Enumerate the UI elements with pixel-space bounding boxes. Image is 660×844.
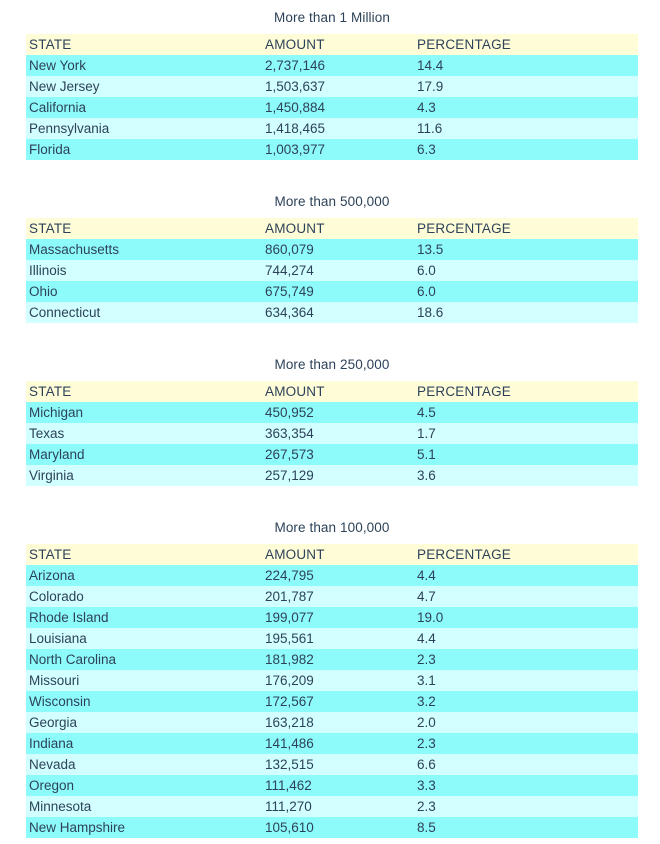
column-header-amount: AMOUNT xyxy=(262,544,414,565)
table-row xyxy=(26,423,638,444)
column-header-state: STATE xyxy=(26,34,262,55)
cell-state: Nevada xyxy=(26,754,262,775)
table-row xyxy=(26,607,638,628)
column-header-state: STATE xyxy=(26,544,262,565)
table-row xyxy=(26,444,638,465)
table-row xyxy=(26,586,638,607)
cell-state: Georgia xyxy=(26,712,262,733)
section-title: More than 250,000 xyxy=(274,357,390,372)
cell-percentage: 3.6 xyxy=(414,465,638,486)
cell-amount: 163,218 xyxy=(262,712,414,733)
section-spacer xyxy=(0,160,660,184)
cell-state: Colorado xyxy=(26,586,262,607)
table-header-row xyxy=(26,544,638,565)
cell-state: Michigan xyxy=(26,402,262,423)
cell-amount: 450,952 xyxy=(262,402,414,423)
cell-state: California xyxy=(26,97,262,118)
table-wrapper xyxy=(0,544,660,838)
table-row xyxy=(26,402,638,423)
cell-state: Texas xyxy=(26,423,262,444)
table-row xyxy=(26,817,638,838)
cell-amount: 176,209 xyxy=(262,670,414,691)
table-wrapper xyxy=(0,218,660,323)
table-row xyxy=(26,118,638,139)
cell-amount: 634,364 xyxy=(262,302,414,323)
cell-state: Maryland xyxy=(26,444,262,465)
cell-percentage: 6.0 xyxy=(414,260,638,281)
cell-percentage: 3.3 xyxy=(414,775,638,796)
section-title: More than 100,000 xyxy=(274,520,390,535)
column-header-amount: AMOUNT xyxy=(262,34,414,55)
cell-percentage: 8.5 xyxy=(414,817,638,838)
cell-amount: 1,003,977 xyxy=(262,139,414,160)
cell-state: Ohio xyxy=(26,281,262,302)
cell-state: New Jersey xyxy=(26,76,262,97)
column-header-percentage: PERCENTAGE xyxy=(414,218,638,239)
cell-percentage: 6.0 xyxy=(414,281,638,302)
cell-amount: 267,573 xyxy=(262,444,414,465)
cell-amount: 201,787 xyxy=(262,586,414,607)
cell-state: Minnesota xyxy=(26,796,262,817)
cell-percentage: 2.3 xyxy=(414,733,638,754)
cell-percentage: 4.5 xyxy=(414,402,638,423)
table-section xyxy=(0,0,660,184)
table-header-row xyxy=(26,381,638,402)
cell-amount: 2,737,146 xyxy=(262,55,414,76)
cell-percentage: 18.6 xyxy=(414,302,638,323)
cell-state: Rhode Island xyxy=(26,607,262,628)
cell-percentage: 4.7 xyxy=(414,586,638,607)
column-header-percentage: PERCENTAGE xyxy=(414,381,638,402)
cell-percentage: 14.4 xyxy=(414,55,638,76)
cell-percentage: 5.1 xyxy=(414,444,638,465)
table-row xyxy=(26,139,638,160)
data-table xyxy=(26,544,638,838)
cell-state: Illinois xyxy=(26,260,262,281)
cell-amount: 141,486 xyxy=(262,733,414,754)
section-spacer xyxy=(0,486,660,510)
cell-state: Massachusetts xyxy=(26,239,262,260)
column-header-percentage: PERCENTAGE xyxy=(414,544,638,565)
cell-amount: 1,418,465 xyxy=(262,118,414,139)
table-row xyxy=(26,302,638,323)
cell-amount: 860,079 xyxy=(262,239,414,260)
table-row xyxy=(26,260,638,281)
cell-amount: 111,270 xyxy=(262,796,414,817)
table-section xyxy=(0,184,660,347)
cell-amount: 105,610 xyxy=(262,817,414,838)
table-row xyxy=(26,754,638,775)
cell-percentage: 4.4 xyxy=(414,565,638,586)
table-wrapper xyxy=(0,381,660,486)
cell-amount: 111,462 xyxy=(262,775,414,796)
cell-state: Indiana xyxy=(26,733,262,754)
table-row xyxy=(26,76,638,97)
cell-state: Virginia xyxy=(26,465,262,486)
table-row xyxy=(26,796,638,817)
cell-amount: 199,077 xyxy=(262,607,414,628)
table-row xyxy=(26,691,638,712)
cell-amount: 675,749 xyxy=(262,281,414,302)
table-header-row xyxy=(26,218,638,239)
cell-amount: 172,567 xyxy=(262,691,414,712)
cell-percentage: 19.0 xyxy=(414,607,638,628)
section-title: More than 1 Million xyxy=(274,10,390,25)
data-table xyxy=(26,218,638,323)
cell-percentage: 2.3 xyxy=(414,796,638,817)
table-row xyxy=(26,465,638,486)
cell-state: Missouri xyxy=(26,670,262,691)
table-row xyxy=(26,628,638,649)
cell-percentage: 3.2 xyxy=(414,691,638,712)
cell-state: Arizona xyxy=(26,565,262,586)
cell-percentage: 6.3 xyxy=(414,139,638,160)
cell-amount: 363,354 xyxy=(262,423,414,444)
cell-amount: 257,129 xyxy=(262,465,414,486)
section-spacer xyxy=(0,323,660,347)
column-header-percentage: PERCENTAGE xyxy=(414,34,638,55)
cell-amount: 132,515 xyxy=(262,754,414,775)
cell-amount: 744,274 xyxy=(262,260,414,281)
column-header-state: STATE xyxy=(26,381,262,402)
table-section xyxy=(0,510,660,844)
cell-state: Oregon xyxy=(26,775,262,796)
cell-state: New Hampshire xyxy=(26,817,262,838)
data-table xyxy=(26,34,638,160)
cell-state: Wisconsin xyxy=(26,691,262,712)
data-table xyxy=(26,381,638,486)
table-row xyxy=(26,649,638,670)
column-header-state: STATE xyxy=(26,218,262,239)
cell-state: Connecticut xyxy=(26,302,262,323)
cell-percentage: 3.1 xyxy=(414,670,638,691)
section-title: More than 500,000 xyxy=(274,194,390,209)
table-row xyxy=(26,239,638,260)
table-row xyxy=(26,281,638,302)
table-section xyxy=(0,347,660,510)
cell-state: Pennsylvania xyxy=(26,118,262,139)
cell-percentage: 2.0 xyxy=(414,712,638,733)
cell-amount: 195,561 xyxy=(262,628,414,649)
table-row xyxy=(26,55,638,76)
table-row xyxy=(26,712,638,733)
column-header-amount: AMOUNT xyxy=(262,218,414,239)
cell-state: New York xyxy=(26,55,262,76)
table-wrapper xyxy=(0,34,660,160)
cell-amount: 1,503,637 xyxy=(262,76,414,97)
column-header-amount: AMOUNT xyxy=(262,381,414,402)
table-row xyxy=(26,565,638,586)
cell-percentage: 11.6 xyxy=(414,118,638,139)
table-header-row xyxy=(26,34,638,55)
table-row xyxy=(26,670,638,691)
cell-percentage: 1.7 xyxy=(414,423,638,444)
cell-percentage: 4.4 xyxy=(414,628,638,649)
table-row xyxy=(26,97,638,118)
cell-percentage: 13.5 xyxy=(414,239,638,260)
cell-state: Florida xyxy=(26,139,262,160)
cell-percentage: 6.6 xyxy=(414,754,638,775)
cell-percentage: 2.3 xyxy=(414,649,638,670)
table-row xyxy=(26,775,638,796)
table-row xyxy=(26,733,638,754)
cell-state: Louisiana xyxy=(26,628,262,649)
cell-amount: 181,982 xyxy=(262,649,414,670)
cell-percentage: 17.9 xyxy=(414,76,638,97)
cell-state: North Carolina xyxy=(26,649,262,670)
cell-amount: 224,795 xyxy=(262,565,414,586)
cell-percentage: 4.3 xyxy=(414,97,638,118)
cell-amount: 1,450,884 xyxy=(262,97,414,118)
